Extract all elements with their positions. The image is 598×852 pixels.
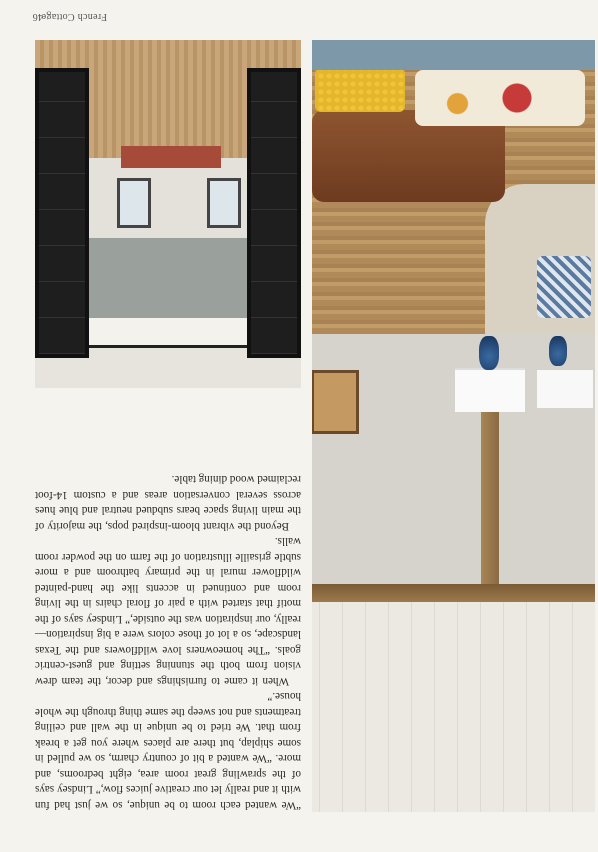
wood-post [481, 394, 499, 584]
blue-lamp-base [479, 336, 499, 370]
lamp-shade [455, 368, 525, 412]
wood-rail [312, 584, 595, 602]
black-glass-door [35, 68, 89, 358]
floor-shiplap [312, 602, 595, 812]
publication-name: French Cottage [41, 11, 107, 22]
living-room-photo [312, 40, 595, 812]
window [117, 178, 151, 228]
page-number: 46 [32, 11, 43, 22]
lamp-shade [537, 370, 593, 408]
black-glass-door [247, 68, 301, 358]
loft-photo [35, 40, 301, 388]
article-body [35, 402, 301, 812]
running-head [0, 6, 598, 26]
wall-art [312, 370, 359, 434]
blue-lamp-base [549, 336, 567, 366]
paragraph: When it came to furnishings and decor, the team drew vision from both the stunning setting and guest-centric goals. “The homeowners love wildflowers and the Texas landscape, so a lot of those colors were a big inspiration—really, our inspiration was the outside,” Lindsey says of the motif that started with a pair of floral chairs in the living room and continued in accents like the hand-painted wildflower mural in the primary bathroom and a more subtle grisaille illustration of the farm on the powder room walls. [35, 535, 301, 687]
floral-pillow [415, 70, 585, 126]
rug [121, 146, 221, 168]
paragraph: Beyond the vibrant bloom-inspired pops, the majority of the main living space bears subdued neutral and blue hues across several conversation areas and a custom 14-foot reclaimed wood dining table. [35, 473, 301, 532]
window [207, 178, 241, 228]
yellow-pillow [315, 68, 405, 112]
patterned-pillow [537, 256, 591, 318]
paragraph: “We wanted each room to be unique, so we just had fun with it and really let our creative juices flow,” Lindsey says of the sprawling great room area, eight bedrooms, and more. “We wanted a bit of country charm, so we pulled in some shiplap, but there are places where you get a break from that. We tried to be unique in the wall and ceiling treatments and not sweep the same thing through the whole house.” [35, 690, 301, 811]
blue-fabric [312, 40, 595, 70]
